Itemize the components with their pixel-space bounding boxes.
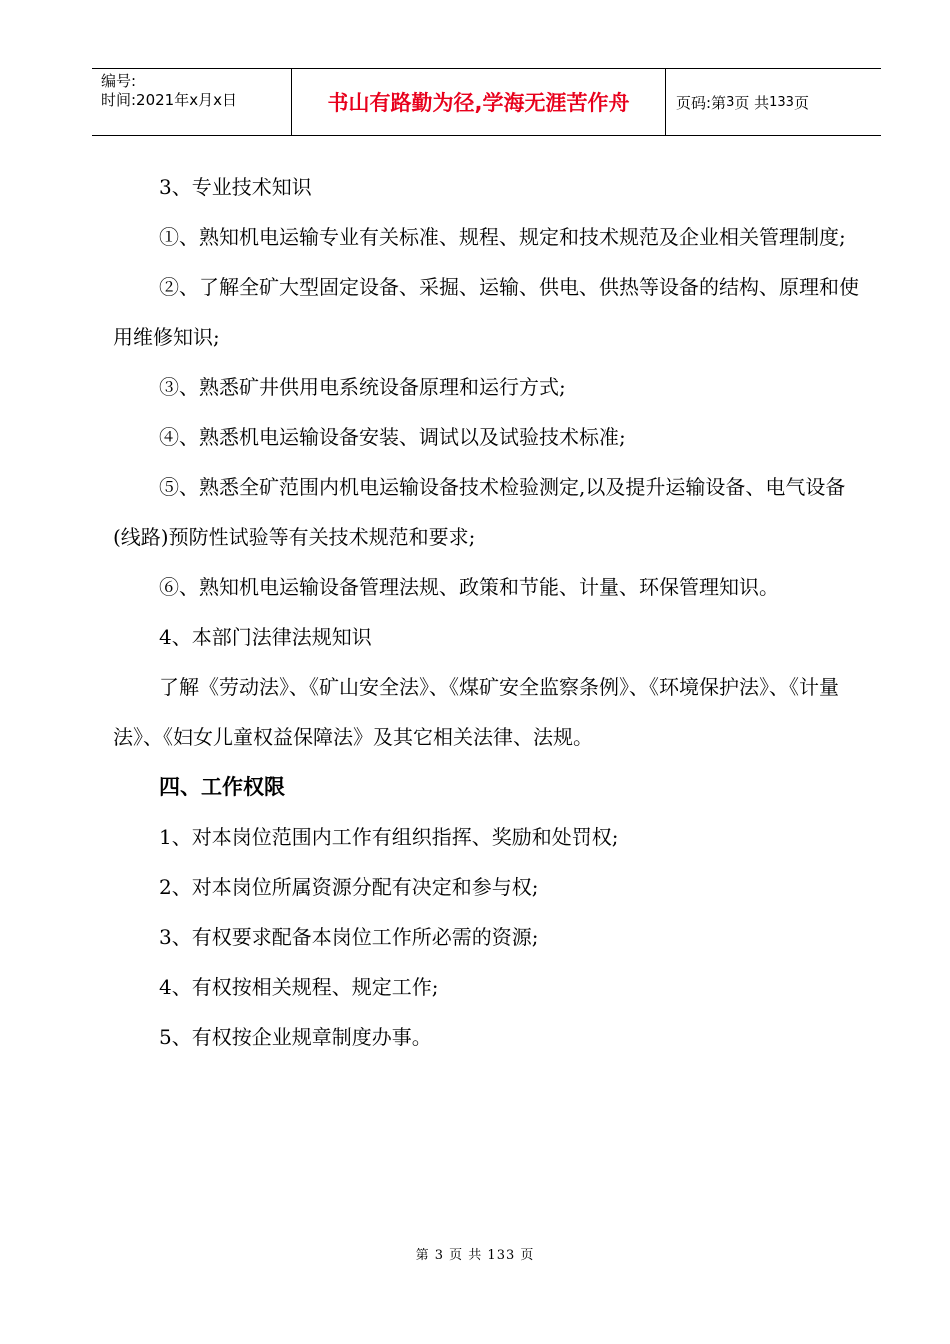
paragraph: 了解《劳动法》、《矿山安全法》、《煤矿安全监察条例》、《环境保护法》、《计量法》、《妇女儿童权益保障法》及其它相关法律、法规。: [113, 675, 839, 749]
page-prefix: 页码:第: [676, 93, 727, 112]
header-info-cell: [92, 69, 292, 135]
list-item: 1、对本岗位范围内工作有组织指挥、奖励和处罚权;: [159, 825, 619, 849]
header-motto: 书山有路勤为径,学海无涯苦作舟: [292, 69, 666, 135]
document-id-label: 编号:: [101, 72, 137, 90]
paragraph: ④、熟悉机电运输设备安装、调试以及试验技术标准;: [159, 425, 626, 449]
paragraph: ①、熟知机电运输专业有关标准、规程、规定和技术规范及企业相关管理制度;: [159, 225, 846, 249]
header-page-number: [666, 69, 881, 135]
page-suffix: 页: [793, 93, 809, 112]
list-item: 2、对本岗位所属资源分配有决定和参与权;: [159, 875, 539, 899]
document-time: 时间:2021年x月x日: [101, 91, 237, 109]
paragraph: ②、了解全矿大型固定设备、采掘、运输、供电、供热等设备的结构、原理和使用维修知识;: [113, 275, 859, 349]
subsection-title: 3、专业技术知识: [159, 175, 312, 199]
paragraph: ③、熟悉矿井供用电系统设备原理和运行方式;: [159, 375, 566, 399]
page-footer: 第 3 页 共 133 页: [415, 1248, 535, 1263]
list-item: 5、有权按企业规章制度办事。: [159, 1025, 432, 1049]
page-total: 133: [769, 94, 794, 110]
list-item: 4、有权按相关规程、规定工作;: [159, 975, 439, 999]
document-body: [113, 162, 873, 1062]
paragraph: ⑥、熟知机电运输设备管理法规、政策和节能、计量、环保管理知识。: [159, 575, 779, 599]
page-header: [92, 68, 881, 136]
list-item: 3、有权要求配备本岗位工作所必需的资源;: [159, 925, 539, 949]
page-current: 3: [726, 94, 735, 110]
page-mid: 页 共: [734, 93, 770, 112]
paragraph: ⑤、熟悉全矿范围内机电运输设备技术检验测定,以及提升运输设备、电气设备(线路)预防性试验等有关技术规范和要求;: [113, 475, 846, 549]
subsection-title: 4、本部门法律法规知识: [159, 625, 372, 649]
section-heading: 四、工作权限: [159, 774, 285, 799]
